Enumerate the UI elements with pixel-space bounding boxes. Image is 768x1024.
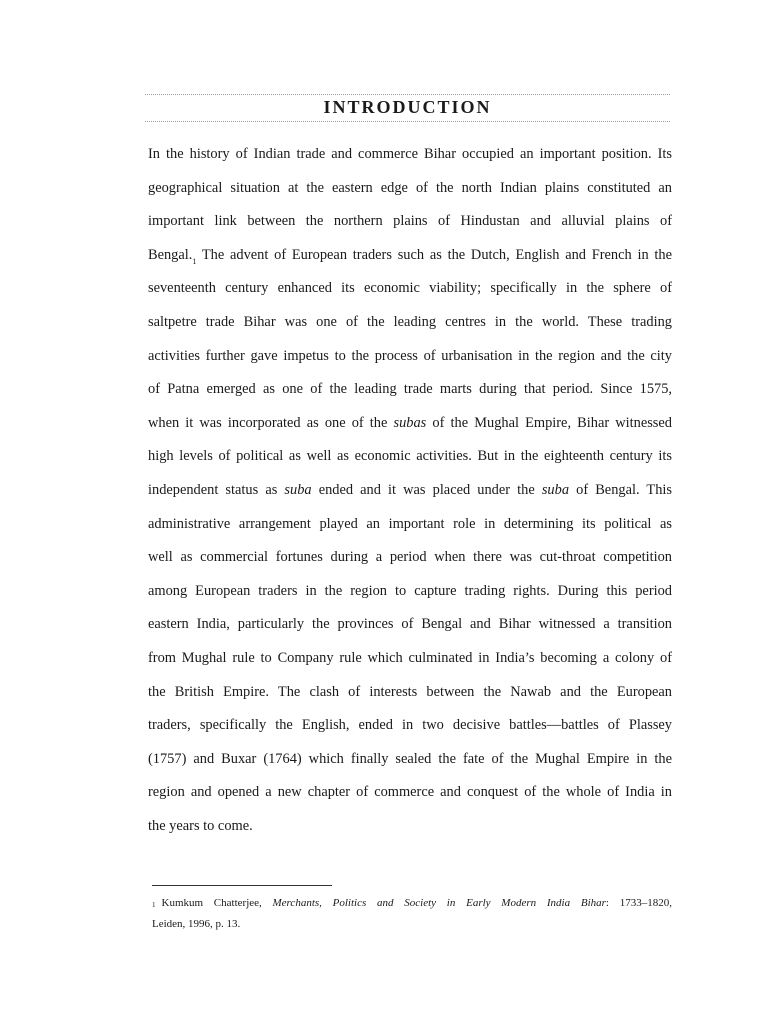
footnote-author: Kumkum Chatterjee, — [161, 897, 273, 909]
text-line: administrative arrangement played an important role in determining its political as — [148, 515, 672, 532]
footnote — [152, 893, 672, 935]
text-line: well as commercial fortunes during a period when there was cut-throat competition — [148, 549, 672, 566]
title-bottom-rule — [145, 121, 670, 122]
text-line: important link between the northern plains of Hindustan and alluvial plains of — [148, 213, 672, 230]
text-line: saltpetre trade Bihar was one of the leading centres in the world. These trading — [148, 313, 672, 330]
text-line-with-italic — [148, 407, 672, 441]
text-line: (1757) and Buxar (1764) which finally sealed the fate of the Mughal Empire in the — [148, 750, 672, 767]
text-line: activities further gave impetus to the process of urbanisation in the region and the city — [148, 347, 672, 364]
text-segment: of Bengal. This — [569, 481, 672, 498]
text-line: eastern India, particularly the provinces of Bengal and Bihar witnessed a transition — [148, 616, 672, 633]
text-line: the years to come. — [148, 817, 253, 834]
footnote-separator — [152, 885, 332, 886]
text-line: region and opened a new chapter of commerce and conquest of the whole of India in — [148, 784, 672, 801]
text-line: the British Empire. The clash of interests between the Nawab and the European — [148, 683, 672, 700]
footnote-work-title: Merchants, Politics and Society in Early Modern India Bihar — [272, 897, 606, 909]
footnote-imprint: Leiden, 1996, p. 13. — [152, 918, 241, 930]
footnote-line — [152, 893, 672, 914]
text-line-with-italic — [148, 474, 672, 508]
text-segment: ended and it was placed under the — [311, 481, 542, 498]
text-line: traders, specifically the English, ended in two decisive battles—battles of Plassey — [148, 717, 672, 734]
text-line: of Patna emerged as one of the leading trade marts during that period. Since 1575, — [148, 381, 672, 398]
text-line: high levels of political as well as economic activities. But in the eighteenth century its — [148, 448, 672, 465]
footnote-marker: 1 — [152, 901, 156, 909]
text-segment: independent status as — [148, 481, 285, 498]
page-title: INTRODUCTION — [323, 97, 492, 117]
text-line-with-footnote-ref — [148, 239, 672, 273]
text-segment: when it was incorporated as one of the — [148, 414, 394, 431]
text-line: seventeenth century enhanced its economic viability; specifically in the sphere of — [148, 280, 672, 297]
text-line: In the history of Indian trade and commerce Bihar occupied an important position. Its — [148, 146, 672, 162]
text-line: from Mughal rule to Company rule which culminated in India’s becoming a colony of — [148, 649, 672, 666]
italic-term: subas — [393, 414, 427, 431]
footnote-date-range: : 1733–1820, — [605, 897, 672, 909]
text-line: among European traders in the region to capture trading rights. During this period — [148, 582, 672, 599]
italic-term: suba — [284, 481, 312, 498]
body-paragraph — [148, 138, 672, 843]
text-segment: Bengal. — [148, 246, 193, 263]
text-segment: of the Mughal Empire, Bihar witnessed — [426, 414, 672, 431]
text-line: geographical situation at the eastern edge of the north Indian plains constituted an — [148, 179, 672, 196]
italic-term: suba — [541, 481, 570, 498]
text-segment: The advent of European traders such as the Dutch, English and French in the — [196, 246, 672, 263]
footnote-reference: 1 — [192, 256, 197, 266]
